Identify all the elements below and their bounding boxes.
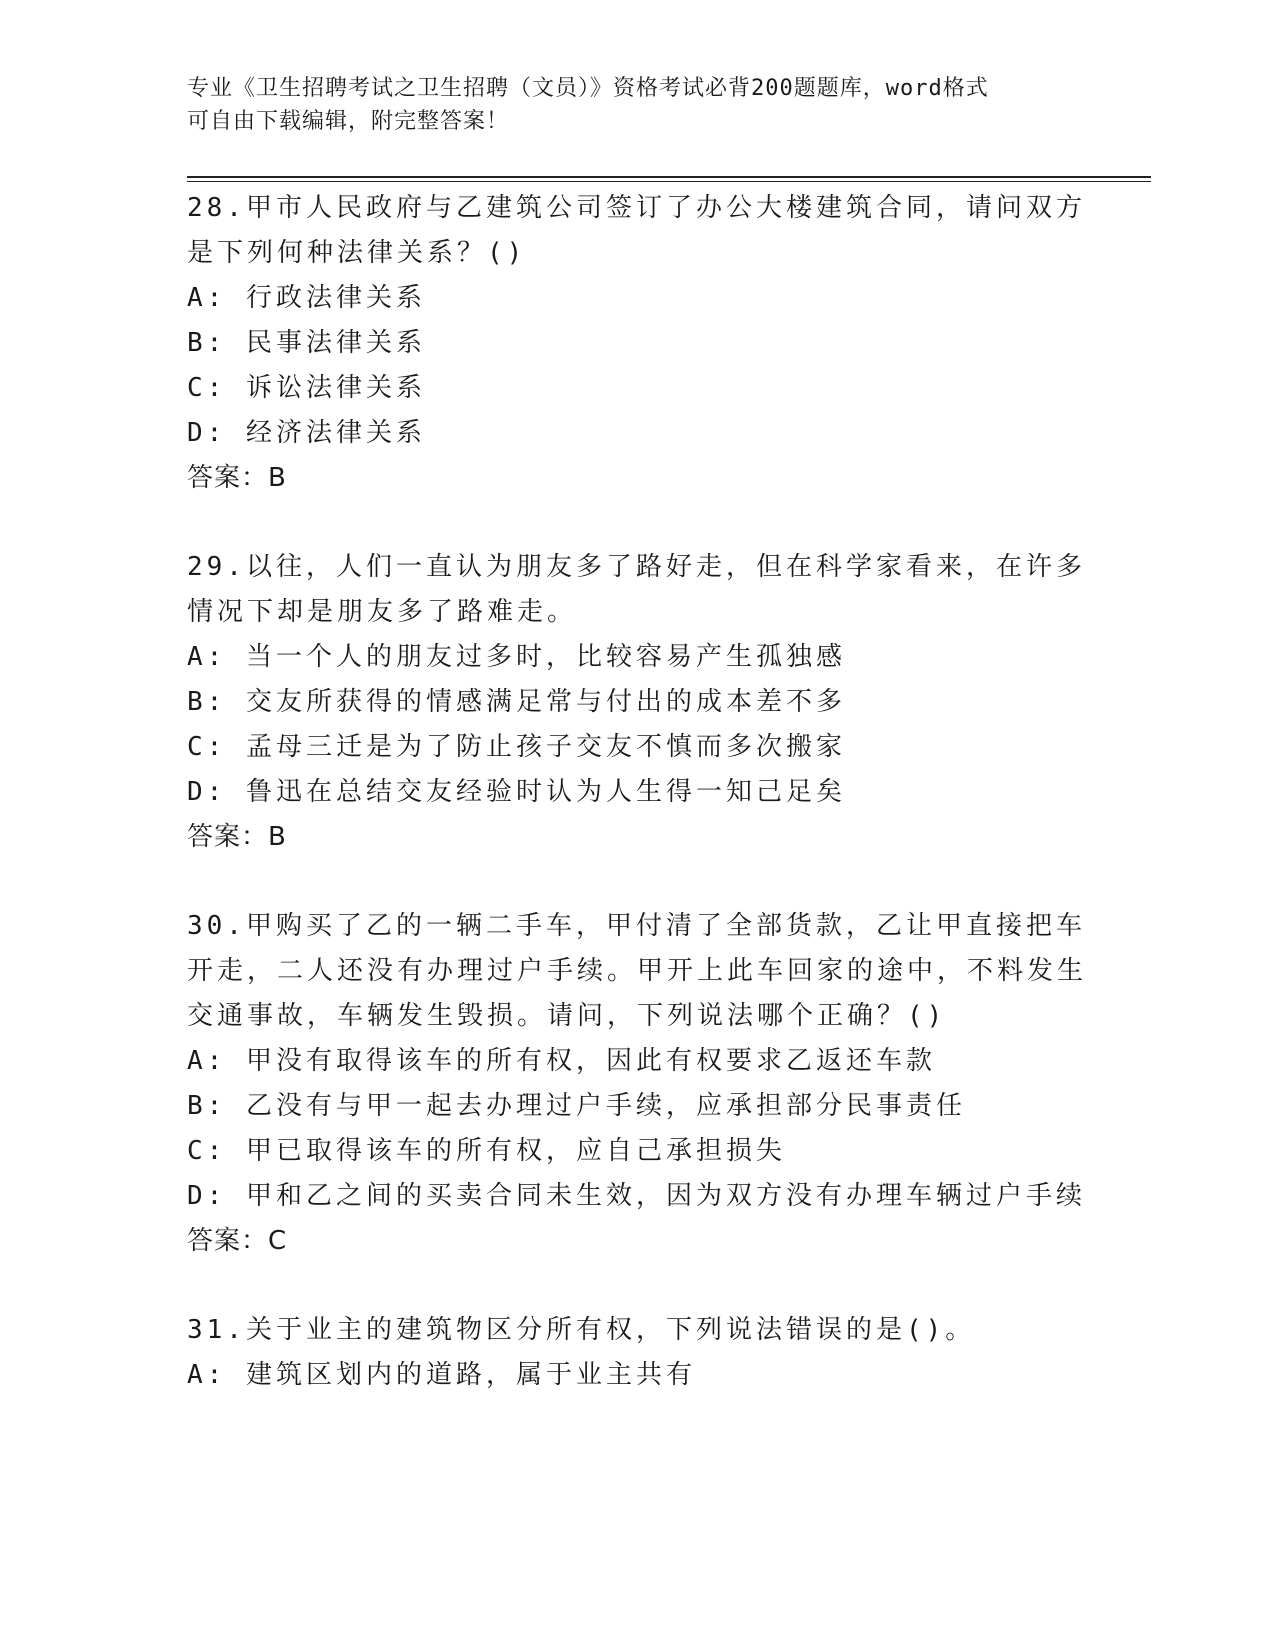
answer: 答案：B [187, 463, 287, 493]
question-text: 30.甲购买了乙的一辆二手车，甲付清了全部货款，乙让甲直接把车开走，二人还没有办理过户手续。甲开上此车回家的途中，不料发生交通事故，车辆发生毁损。请问，下列说法哪个正确？() [187, 911, 1088, 1031]
header-divider [187, 176, 1151, 182]
option-a: A: 甲没有取得该车的所有权，因此有权要求乙返还车款 [187, 1046, 936, 1076]
option-c: C: 甲已取得该车的所有权，应自己承担损失 [187, 1136, 786, 1166]
option-d: D: 经济法律关系 [187, 418, 426, 448]
header-line-1: 专业《卫生招聘考试之卫生招聘（文员）》资格考试必背200题题库，word格式 [187, 76, 989, 101]
option-a: A: 当一个人的朋友过多时，比较容易产生孤独感 [187, 642, 846, 672]
question-28 [187, 186, 1087, 501]
option-c: C: 诉讼法律关系 [187, 373, 426, 403]
option-c: C: 孟母三迁是为了防止孩子交友不慎而多次搬家 [187, 732, 846, 762]
answer: 答案：C [187, 1226, 288, 1256]
question-list [187, 186, 1087, 1442]
question-text: 31.关于业主的建筑物区分所有权，下列说法错误的是()。 [187, 1315, 976, 1345]
answer: 答案：B [187, 822, 287, 852]
option-b: B: 乙没有与甲一起去办理过户手续，应承担部分民事责任 [187, 1091, 966, 1121]
question-29 [187, 545, 1087, 860]
option-a: A: 建筑区划内的道路，属于业主共有 [187, 1360, 696, 1390]
option-d: D: 鲁迅在总结交友经验时认为人生得一知己足矣 [187, 777, 846, 807]
option-a: A: 行政法律关系 [187, 283, 426, 313]
document-header [187, 72, 1067, 138]
question-30 [187, 904, 1087, 1264]
question-text: 28.甲市人民政府与乙建筑公司签订了办公大楼建筑合同，请问双方是下列何种法律关系？() [187, 193, 1086, 268]
option-b: B: 民事法律关系 [187, 328, 426, 358]
question-text: 29.以往，人们一直认为朋友多了路好走，但在科学家看来，在许多情况下却是朋友多了路难走。 [187, 552, 1086, 627]
option-d: D: 甲和乙之间的买卖合同未生效，因为双方没有办理车辆过户手续 [187, 1181, 1086, 1211]
question-31 [187, 1308, 1087, 1398]
header-line-2: 可自由下载编辑，附完整答案！ [187, 109, 510, 134]
option-b: B: 交友所获得的情感满足常与付出的成本差不多 [187, 687, 846, 717]
